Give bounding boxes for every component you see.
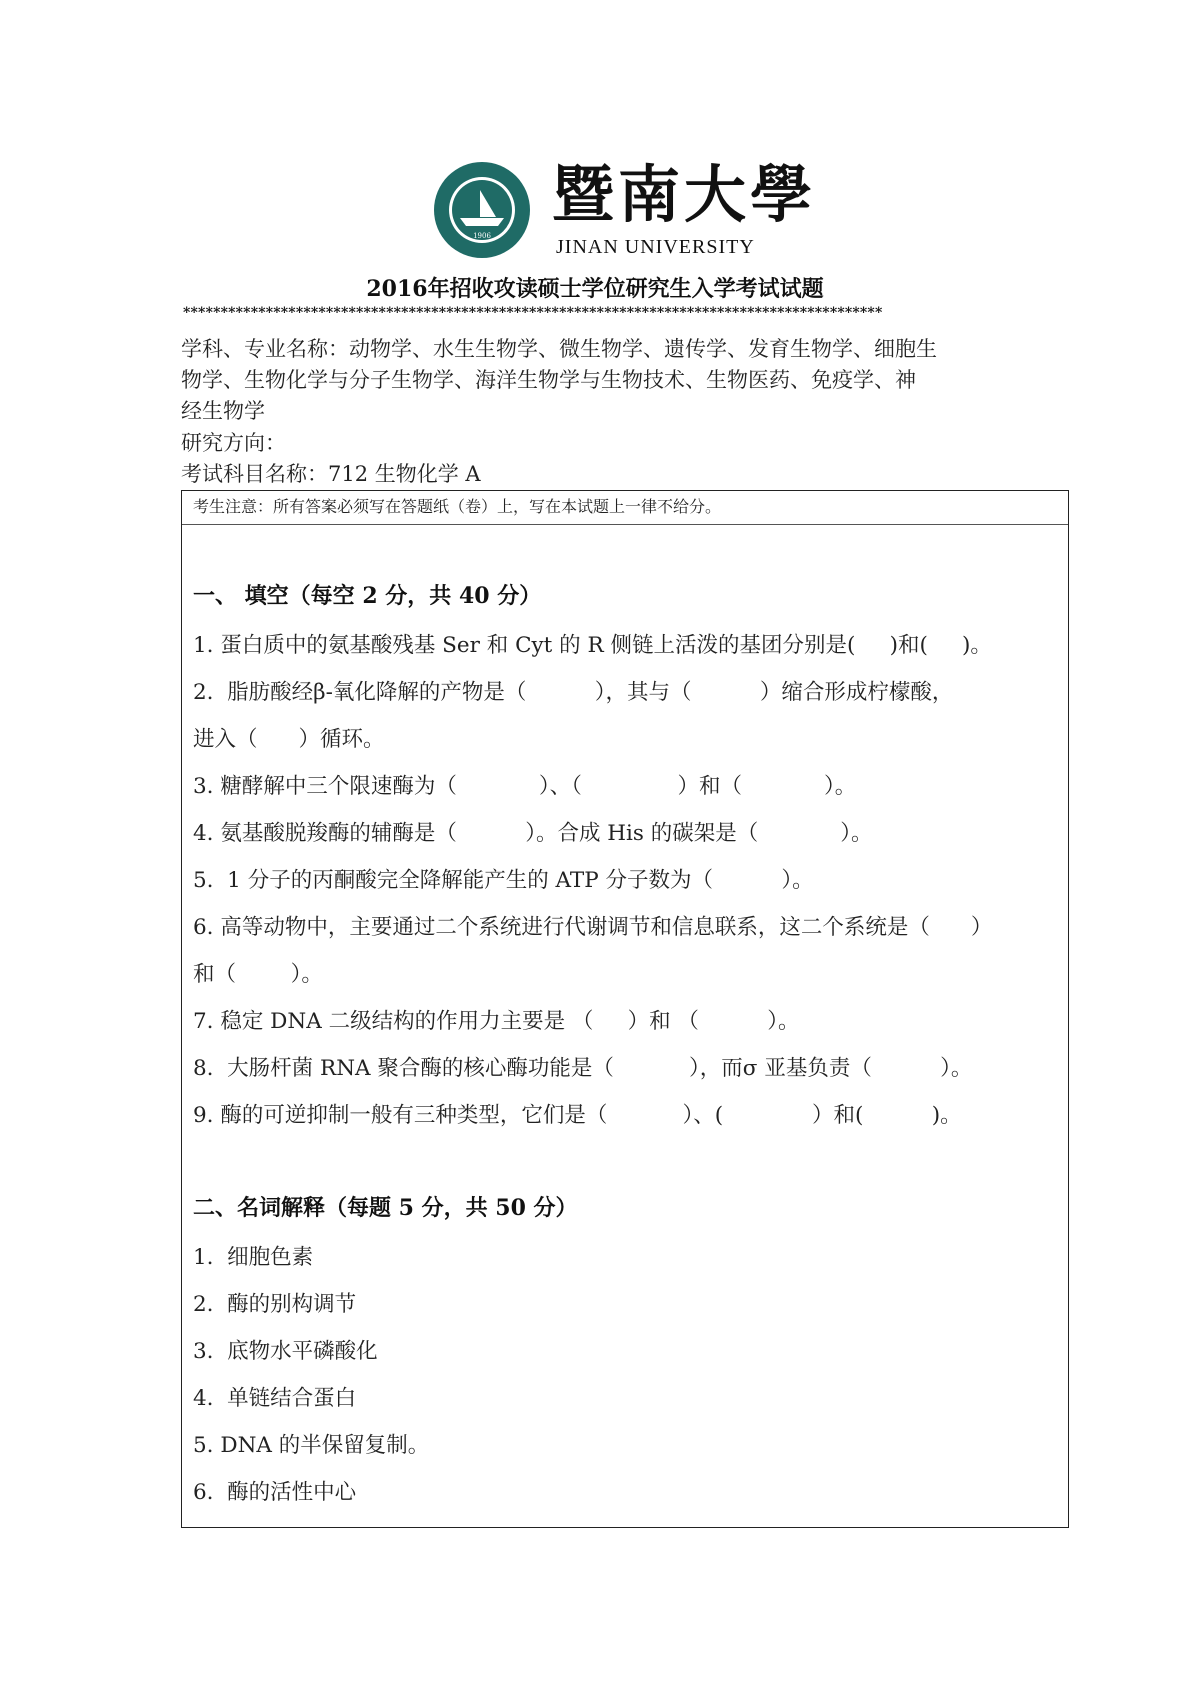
question-line: 进入（ ）循环。 bbox=[193, 727, 385, 752]
question-line: 4. 氨基酸脱羧酶的辅酶是（ ）。合成 His 的碳架是（ ）。 bbox=[193, 821, 873, 846]
question-line: 6. 高等动物中，主要通过二个系统进行代谢调节和信息联系，这二个系统是（ ） bbox=[193, 915, 993, 940]
section1-heading: 一、 填空（每空 2 分，共 40 分） bbox=[193, 583, 542, 609]
question-line: 8. 大肠杆菌 RNA 聚合酶的核心酶功能是（ ），而σ 亚基负责（ ）。 bbox=[193, 1056, 973, 1081]
exam-title: 2016年招收攻读硕士学位研究生入学考试试题 bbox=[366, 276, 824, 302]
question-line: 5. 1 分子的丙酮酸完全降解能产生的 ATP 分子数为（ ）。 bbox=[193, 868, 814, 893]
term-item: 3. 底物水平磷酸化 bbox=[193, 1339, 378, 1364]
question-box bbox=[181, 490, 1069, 1528]
term-item: 4. 单链结合蛋白 bbox=[193, 1386, 357, 1411]
logo-chinese-name: 暨南大學 bbox=[552, 158, 817, 231]
term-item: 6. 酶的活性中心 bbox=[193, 1480, 357, 1505]
question-line: 2. 脂肪酸经β-氧化降解的产物是（ ），其与（ ）缩合形成柠檬酸， bbox=[193, 680, 954, 705]
subject-line-3: 经生物学 bbox=[181, 399, 265, 423]
logo-english-name: JINAN UNIVERSITY bbox=[556, 236, 755, 258]
term-item: 5. DNA 的半保留复制。 bbox=[193, 1433, 430, 1458]
university-seal-logo bbox=[432, 160, 532, 260]
exam-subject: 考试科目名称：712 生物化学 A bbox=[181, 462, 481, 486]
term-item: 2. 酶的别构调节 bbox=[193, 1292, 357, 1317]
term-item: 1. 细胞色素 bbox=[193, 1245, 314, 1270]
section2-heading: 二、名词解释（每题 5 分，共 50 分） bbox=[193, 1195, 578, 1221]
subject-line-2: 物学、生物化学与分子生物学、海洋生物学与生物技术、生物医药、免疫学、神 bbox=[181, 368, 916, 392]
question-line: 3. 糖酵解中三个限速酶为（ ）、（ ）和（ ）。 bbox=[193, 774, 857, 799]
question-line: 7. 稳定 DNA 二级结构的作用力主要是 （ ）和 （ ）。 bbox=[193, 1009, 800, 1034]
candidate-notice: 考生注意：所有答案必须写在答题纸（卷）上，写在本试题上一律不给分。 bbox=[182, 491, 1068, 525]
question-line: 和（ ）。 bbox=[193, 962, 323, 987]
question-line: 1. 蛋白质中的氨基酸残基 Ser 和 Cyt 的 R 侧链上活泼的基团分别是( )和( )。 bbox=[193, 633, 992, 658]
subject-line-1: 学科、专业名称：动物学、水生生物学、微生物学、遗传学、发育生物学、细胞生 bbox=[181, 337, 937, 361]
research-direction: 研究方向： bbox=[181, 431, 286, 455]
question-line: 9. 酶的可逆抑制一般有三种类型，它们是（ ）、( ）和( )。 bbox=[193, 1103, 962, 1128]
svg-text:1906: 1906 bbox=[473, 232, 491, 240]
star-divider: ********************************************************************************************* bbox=[183, 305, 883, 321]
